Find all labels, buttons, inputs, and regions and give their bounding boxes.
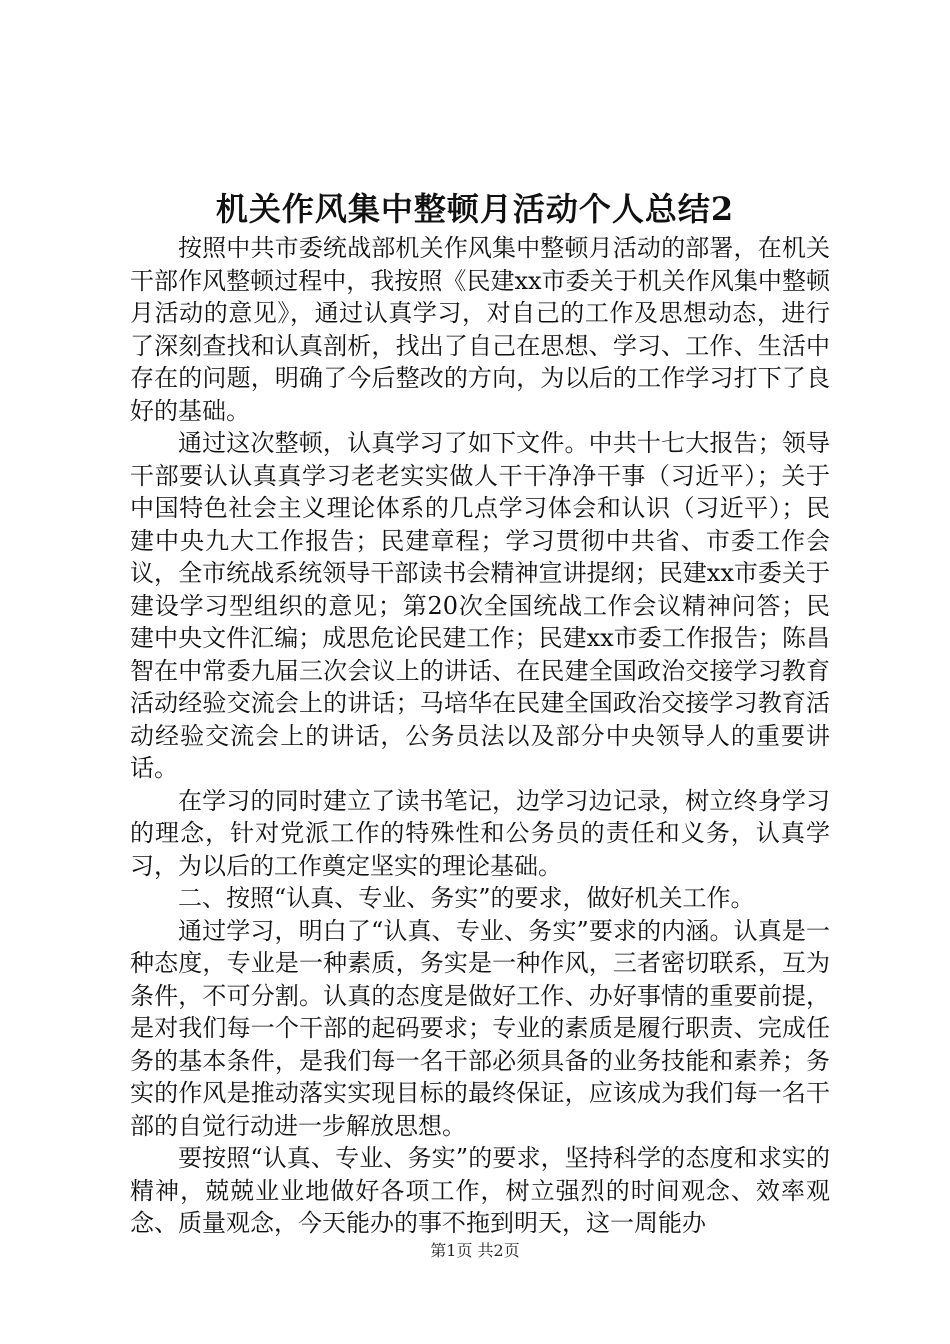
paragraph-requirements-meaning: 通过学习，明白了“认真、专业、务实”要求的内涵。认真是一种态度，专业是一种素质，务实是一种作风，三者密切联系，互为条件，不可分割。认真的态度是做好工作、办好事情的重要前提，是对我们每一个干部的起码要求；专业的素质是履行职责、完成任务的基本条件，是我们每一名干部必须具备的业务技能和素养；务实的作风是推动落实实现目标的最终保证，应该成为我们每一名干部的自觉行动进一步解放思想。: [130, 916, 830, 1140]
document-body: [130, 232, 830, 1240]
document-title: 机关作风集中整顿月活动个人总结2: [215, 190, 735, 228]
paragraph-reading-notes: 在学习的同时建立了读书笔记，边学习边记录，树立终身学习的理念，针对党派工作的特殊性和公务员的责任和义务，认真学习，为以后的工作奠定坚实的理论基础。: [130, 786, 830, 880]
paragraph-intro: 按照中共市委统战部机关作风集中整顿月活动的部署，在机关干部作风整顿过程中，我按照《民建xx市委关于机关作风集中整顿月活动的意见》，通过认真学习，对自己的工作及思想动态，进行了深刻查找和认真剖析，找出了自己在思想、学习、工作、生活中存在的问题，明确了今后整改的方向，为以后的工作学习打下了良好的基础。: [130, 234, 830, 425]
paragraph-study-documents: 通过这次整顿，认真学习了如下文件。中共十七大报告；领导干部要认认真真学习老老实实做人干干净净干事（习近平）；关于中国特色社会主义理论体系的几点学习体会和认识（习近平）；民建中央九大工作报告；民建章程；学习贯彻中共省、市委工作会议，全市统战系统领导干部读书会精神宣讲提纲；民建xx市委关于建设学习型组织的意见；第20次全国统战工作会议精神问答；民建中央文件汇编；成思危论民建工作；民建xx市委工作报告；陈昌智在中常委九届三次会议上的讲话、在民建全国政治交接学习教育活动经验交流会上的讲话；马培华在民建全国政治交接学习教育活动经验交流会上的讲话，公务员法以及部分中央领导人的重要讲话。: [130, 429, 830, 782]
page-number-footer: 第1页 共2页: [430, 1241, 520, 1260]
section-heading-2: 二、按照“认真、专业、务实”的要求，做好机关工作。: [178, 884, 755, 912]
paragraph-work-attitude: 要按照“认真、专业、务实”的要求，坚持科学的态度和求实的精神，兢兢业业地做好各项工作，树立强烈的时间观念、效率观念、质量观念，今天能办的事不拖到明天，这一周能办: [130, 1144, 830, 1237]
